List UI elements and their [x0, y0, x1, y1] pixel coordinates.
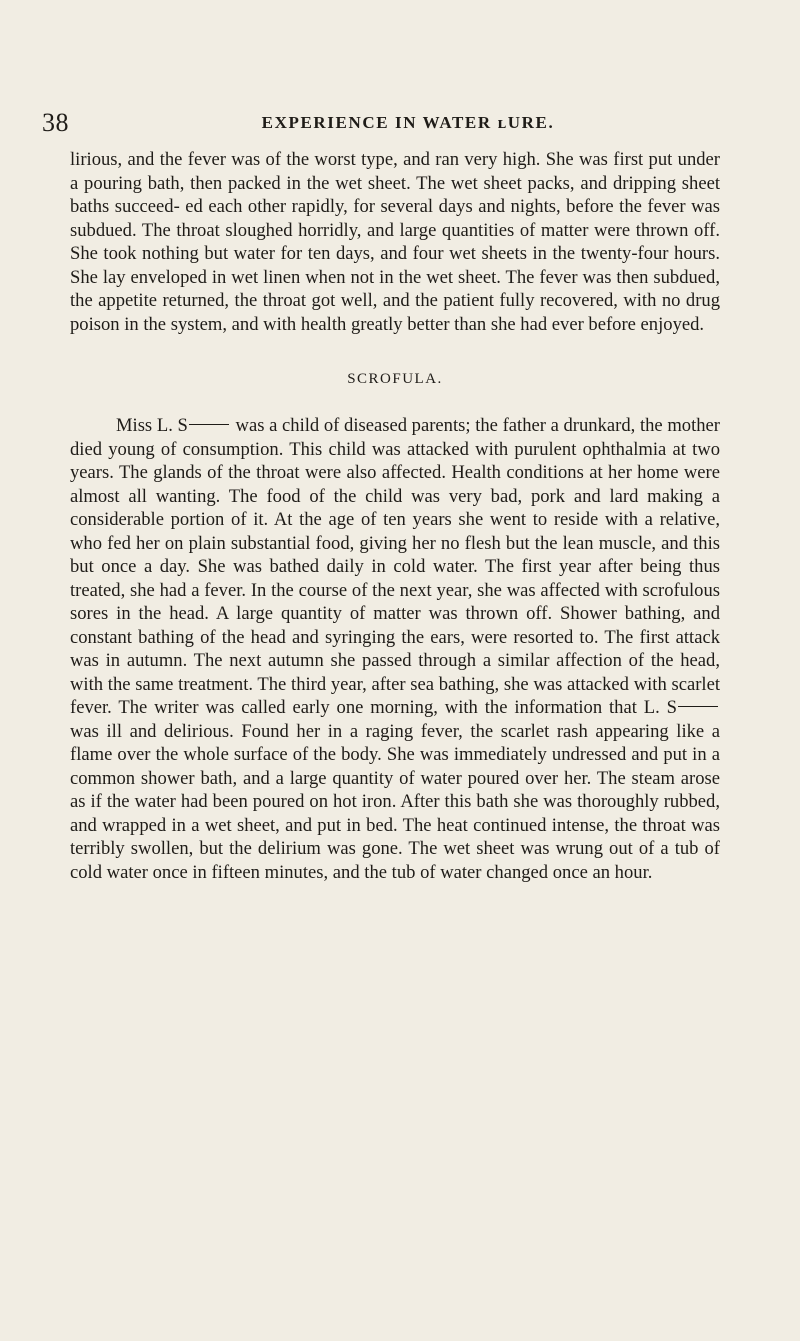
paragraph-text-part-3: was ill and delirious. Found her in a raging fever, the scarlet rash appearing like a flame over the whole surface of the body. She was immediately undressed and put in a common shower bath, and a large quantity of water poured over her. The steam arose as if the water had been poured on hot iron. After this bath she was thoroughly rubbed, and wrapped in a wet sheet, and put in bed. The heat continued intense, the throat was terribly swollen, but the delirium was gone. The wet sheet was wrung out of a tub of cold water once in fifteen minutes, and the tub of water changed once an hour. — [70, 720, 720, 883]
running-title: EXPERIENCE IN WATER ʟURE. — [261, 113, 555, 132]
name-dash — [189, 424, 229, 425]
section-heading: SCROFULA. — [347, 371, 443, 387]
continued-paragraph: lirious, and the fever was of the worst type, and ran very high. She was first put under a pouring bath, then packed in the wet sheet. The wet sheet packs, and dripping sheet baths succeed- ed each other rapidly, for several days and nights, before the fever was subdued. The throat sloughed horridly, and large quantities of matter were thrown off. She took nothing but water for ten days, and four wet sheets in the twenty-four hours. She lay enveloped in wet linen when not in the wet sheet. The fever was then subdued, the appetite returned, the throat got well, and the patient fully recovered, with no drug poison in the system, and with health greatly better than she had ever before enjoyed. — [70, 149, 720, 335]
scrofula-paragraph — [70, 414, 720, 884]
paragraph-text-part-2: was a child of diseased parents; the father a drunkard, the mother died young of consumption. This child was attacked with purulent ophthalmia at two years. The glands of the throat were also affected. Health conditions at her home were almost all wanting. The food of the child was very bad, pork and lard making a considerable portion of it. At the age of ten years she went to reside with a relative, who fed her on plain substantial food, giving her no flesh but the lean muscle, and this but once a day. She was bathed daily in cold water. The first year after being thus treated, she had a fever. In the course of the next year, she was affected with scrofulous sores in the head. A large quantity of matter was thrown off. Shower bathing, and constant bathing of the head and syringing the ears, were resorted to. The first attack was in autumn. The next autumn she passed through a similar affection of the head, with the same treatment. The third year, after sea bathing, she was attacked with scarlet fever. The writer was called early one morning, with the information that L. S — [70, 415, 720, 718]
name-dash — [678, 706, 718, 707]
page-number: 38 — [42, 108, 69, 137]
running-head — [42, 108, 754, 138]
body-text — [70, 148, 720, 884]
paragraph-text-part-1: Miss L. S — [116, 415, 188, 436]
